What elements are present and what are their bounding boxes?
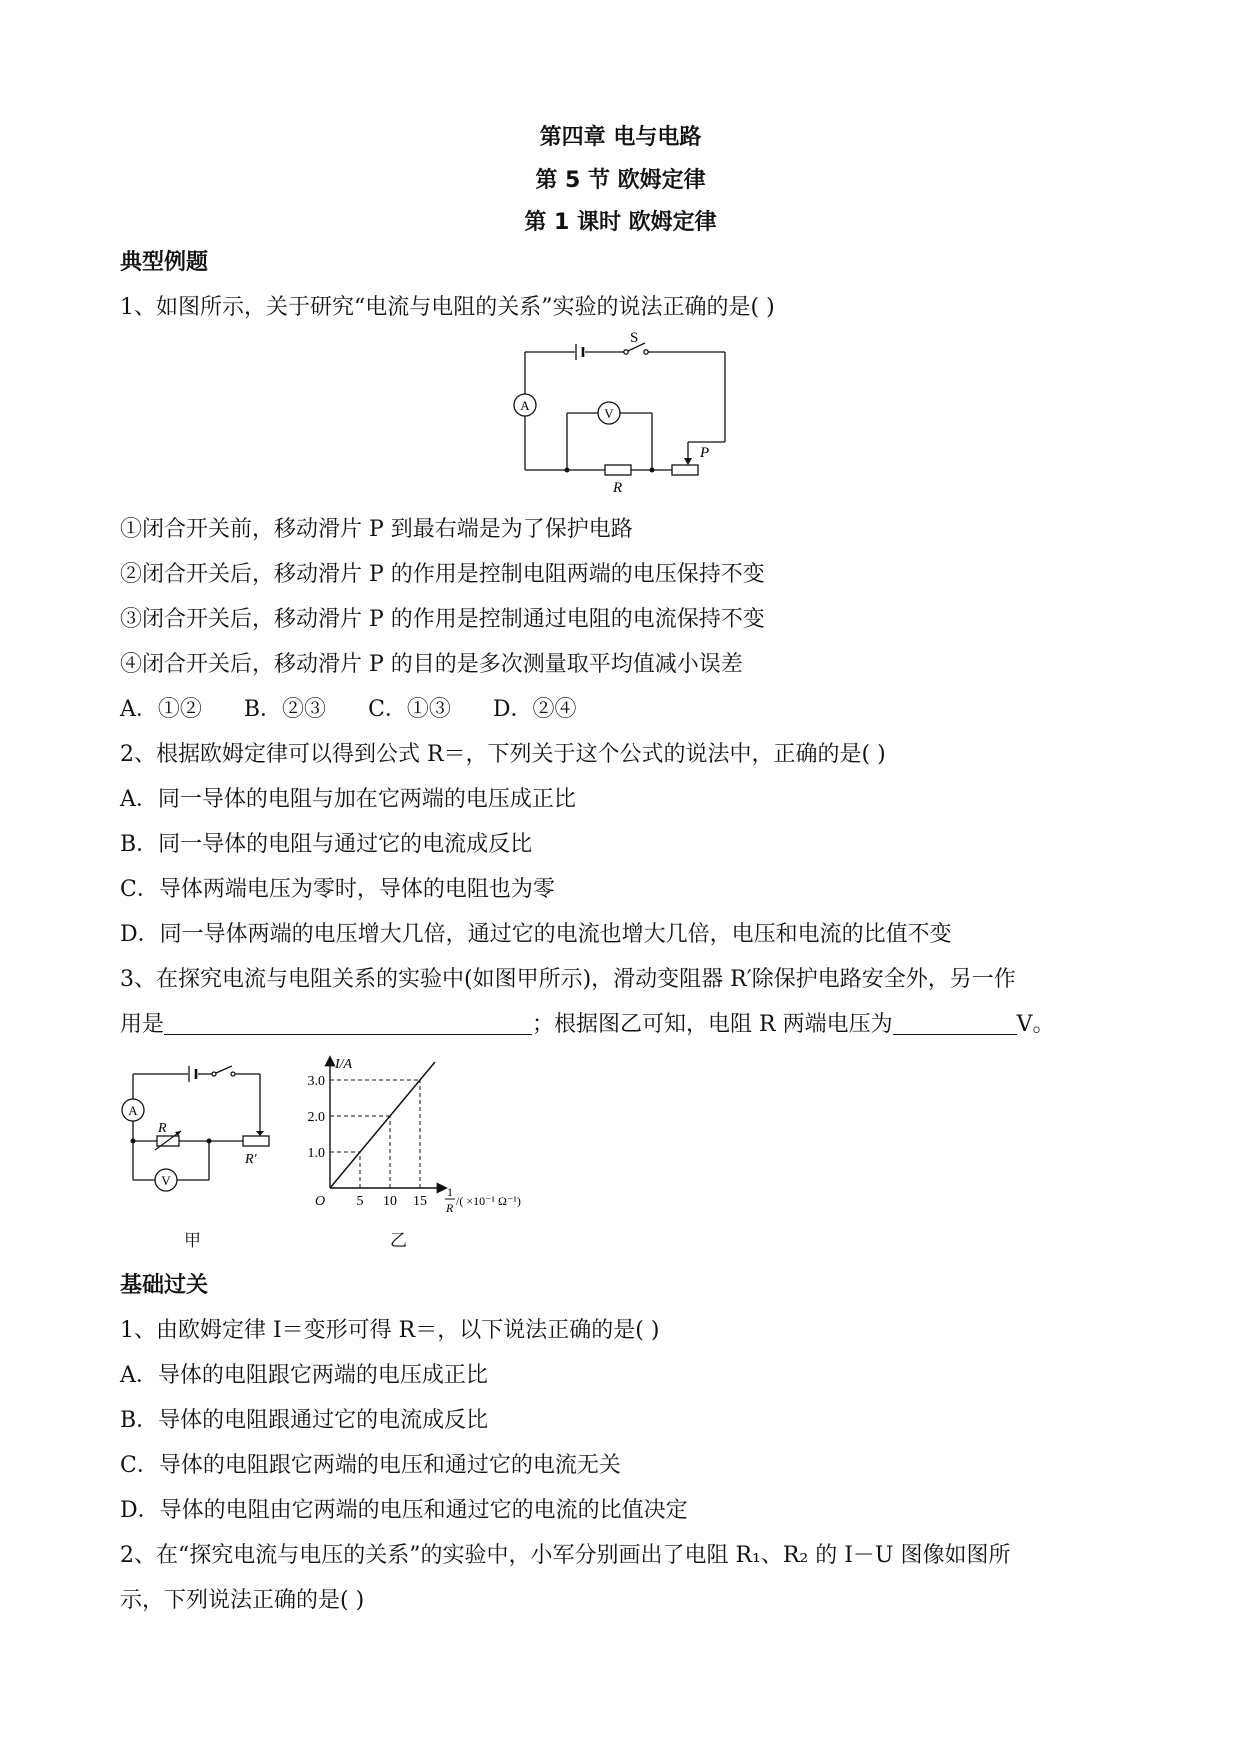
slider-arrow	[684, 458, 692, 465]
ammeter-symbol	[514, 394, 536, 416]
bp-q1-option-d[interactable]: D．导体的电阻由它两端的电压和通过它的电流的比值决定	[120, 1498, 688, 1523]
y-tick-label: 3.0	[307, 1074, 325, 1089]
q1-statement-4: ④闭合开关后，移动滑片 P 的目的是多次测量取平均值减小误差	[120, 652, 743, 677]
x-axis-label-denominator: R	[446, 1201, 454, 1215]
bp-q1-option-b[interactable]: B．导体的电阻跟通过它的电流成反比	[120, 1408, 489, 1433]
x-tick-label: 10	[383, 1194, 397, 1209]
q3-line-1: 3、在探究电流与电阻关系的实验中(如图甲所示)，滑动变阻器 R′除保护电路安全外，另一作	[120, 967, 1016, 992]
bp-q1-option-c[interactable]: C．导体的电阻跟它两端的电压和通过它的电流无关	[120, 1453, 621, 1478]
q3-line-2	[120, 1007, 1054, 1038]
q3-circuit-diagram	[115, 1055, 285, 1205]
x-axis-label-numerator: 1	[447, 1185, 453, 1199]
q1-option-b[interactable]: B．②③	[243, 697, 327, 722]
rheostat-label: R′	[245, 1152, 257, 1167]
battery-symbol	[189, 1066, 196, 1082]
q3-graph	[295, 1048, 545, 1228]
q2-option-c[interactable]: C．导体两端电压为零时，导体的电阻也为零	[120, 877, 555, 902]
q2-option-b[interactable]: B．同一导体的电阻与通过它的电流成反比	[120, 832, 533, 857]
basic-practice-heading: 基础过关	[120, 1273, 209, 1298]
fig-a-caption: 甲	[184, 1231, 201, 1251]
ammeter-symbol	[122, 1099, 144, 1121]
switch-label: S	[630, 330, 639, 346]
x-tick-label: 15	[413, 1194, 427, 1209]
ammeter-label: A	[128, 1103, 138, 1118]
x-tick-label: 5	[356, 1194, 364, 1209]
q1-option-a[interactable]: A．①②	[120, 697, 202, 722]
origin-label: O	[315, 1194, 326, 1209]
bp-q2-line-2: 示，下列说法正确的是( )	[120, 1588, 365, 1613]
q3-answer-blank-2[interactable]	[893, 1012, 1017, 1035]
q1-option-c[interactable]: C．①③	[368, 697, 451, 722]
voltmeter-label: V	[604, 406, 614, 421]
q1-statement-3: ③闭合开关后，移动滑片 P 的作用是控制通过电阻的电流保持不变	[120, 607, 765, 632]
q3-text-a: 用是	[120, 1012, 165, 1037]
lesson-title: 第 1 课时 欧姆定律	[524, 210, 717, 235]
series-line	[330, 1062, 435, 1188]
resistor-label: R	[613, 480, 623, 496]
q3-answer-blank-1[interactable]	[164, 1012, 532, 1035]
section-title: 第 5 节 欧姆定律	[535, 168, 706, 193]
voltmeter-symbol	[598, 402, 620, 424]
switch-symbol	[212, 1066, 235, 1076]
q2-stem: 2、根据欧姆定律可以得到公式 R＝，下列关于这个公式的说法中，正确的是( )	[120, 742, 886, 767]
y-axis-label: I/A	[335, 1057, 353, 1072]
bp-q1-option-a[interactable]: A．导体的电阻跟它两端的电压成正比	[120, 1363, 488, 1388]
y-tick-label: 1.0	[307, 1146, 325, 1161]
rheostat-symbol	[243, 1136, 269, 1146]
q1-option-d[interactable]: D．②④	[492, 697, 577, 722]
resistor-label: R	[158, 1121, 167, 1136]
typical-examples-heading: 典型例题	[120, 250, 209, 275]
junction-dot	[207, 1139, 212, 1144]
bp-q2-line-1: 2、在“探究电流与电压的关系”的实验中，小军分别画出了电阻 R₁、R₂ 的 I－U 图像如图所	[120, 1543, 1011, 1568]
chapter-title: 第四章 电与电路	[539, 125, 702, 150]
q1-statement-1: ①闭合开关前，移动滑片 P 到最右端是为了保护电路	[120, 517, 633, 542]
x-axis-label-unit: /( ×10⁻¹ Ω⁻¹)	[456, 1194, 521, 1208]
q1-statement-2: ②闭合开关后，移动滑片 P 的作用是控制电阻两端的电压保持不变	[120, 562, 765, 587]
q1-circuit-diagram	[500, 330, 740, 500]
y-tick-label: 2.0	[307, 1110, 325, 1125]
q2-option-d[interactable]: D．同一导体两端的电压增大几倍，通过它的电流也增大几倍，电压和电流的比值不变	[120, 922, 952, 947]
q1-stem: 1、如图所示，关于研究“电流与电阻的关系”实验的说法正确的是( )	[120, 295, 775, 320]
junction-dot	[650, 468, 655, 473]
fig-b-caption: 乙	[390, 1231, 407, 1251]
ammeter-label: A	[520, 398, 530, 413]
battery-symbol	[576, 344, 583, 360]
voltmeter-symbol	[155, 1169, 177, 1191]
slider-label: P	[700, 445, 710, 461]
q1-options	[120, 692, 619, 723]
q3-text-b: ；根据图乙可知，电阻 R 两端电压为	[532, 1012, 893, 1037]
bp-q1-stem: 1、由欧姆定律 I＝变形可得 R＝，以下说法正确的是( )	[120, 1318, 660, 1343]
q3-text-c: V。	[1016, 1012, 1055, 1037]
voltmeter-label: V	[161, 1173, 171, 1188]
slider-arrow	[256, 1131, 264, 1136]
q2-option-a[interactable]: A．同一导体的电阻与加在它两端的电压成正比	[120, 787, 576, 812]
junction-dot	[565, 468, 570, 473]
rheostat-symbol	[672, 465, 698, 475]
junction-dot	[131, 1139, 136, 1144]
resistor-symbol	[605, 465, 631, 475]
